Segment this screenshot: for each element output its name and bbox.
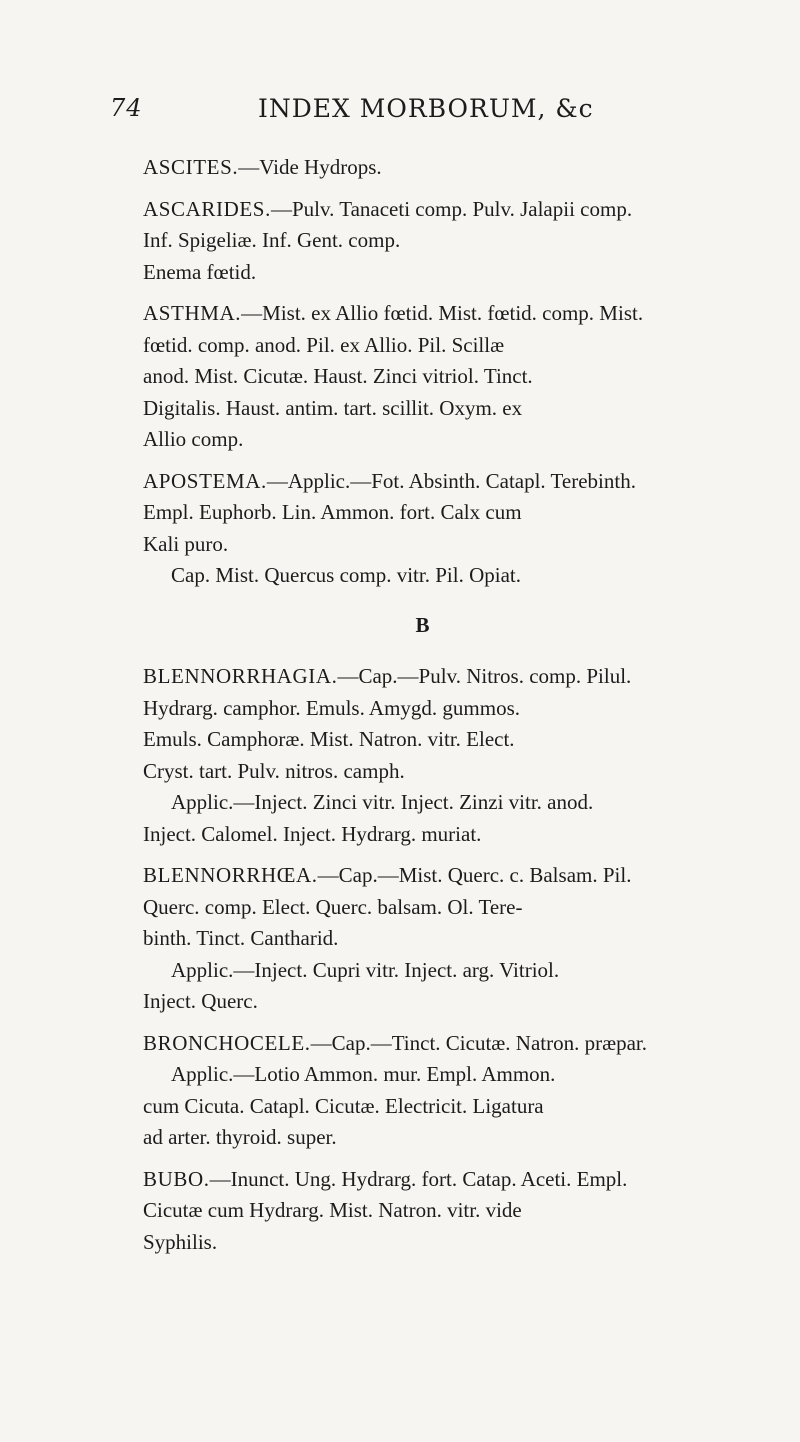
entry-line: Querc. comp. Elect. Querc. balsam. Ol. Tere- [143, 894, 523, 919]
entry-line: Cicutæ cum Hydrarg. Mist. Natron. vitr. vide [143, 1198, 522, 1222]
entry-ascites [143, 152, 783, 184]
entry-line: Allio comp. [143, 427, 244, 451]
entry-line: cum Cicuta. Catapl. Cicutæ. Electricit. Ligatura [143, 1093, 544, 1118]
entry-line: Cap. Mist. Quercus comp. vitr. Pil. Opiat. [171, 563, 521, 587]
page-header [110, 94, 760, 134]
entry-line: fœtid. comp. anod. Pil. ex Allio. Pil. Scillæ [143, 332, 505, 357]
entry-line: binth. Tinct. Cantharid. [143, 926, 339, 950]
entry-line: Digitalis. Haust. antim. tart. scillit. Oxym. ex [143, 395, 523, 420]
entry-line: Applic.—Inject. Zinci vitr. Inject. Zinzi vitr. anod. [171, 790, 594, 814]
entry-line: Inject. Calomel. Inject. Hydrarg. muriat. [143, 821, 482, 846]
entry-text: —Vide Hydrops. [238, 155, 382, 179]
entry-text: —Applic.—Fot. Absinth. Catapl. Terebinth. [266, 468, 636, 493]
entry-line: Syphilis. [143, 1229, 218, 1254]
index-entries [143, 152, 783, 1268]
entry-term: ASTHMA. [143, 301, 242, 325]
entry-blennorrhagia [143, 661, 783, 850]
entry-term: ASCARIDES. [143, 196, 271, 221]
entry-text: —Cap.—Pulv. Nitros. comp. Pilul. [337, 664, 632, 688]
entry-line: Enema fœtid. [143, 259, 257, 284]
entry-asthma [143, 298, 783, 456]
section-letter-b: B [415, 612, 431, 637]
entry-line: Cryst. tart. Pulv. nitros. camph. [143, 758, 405, 783]
entry-line: ad arter. thyroid. super. [143, 1125, 337, 1149]
entry-bronchocele [143, 1028, 783, 1154]
entry-bubo [143, 1164, 783, 1259]
entry-line: anod. Mist. Cicutæ. Haust. Zinci vitriol. Tinct. [143, 364, 533, 388]
entry-line: Inject. Querc. [143, 989, 258, 1013]
running-title: INDEX MORBORUM, &c [258, 94, 594, 123]
entry-line: Applic.—Inject. Cupri vitr. Inject. arg. Vitriol. [171, 957, 560, 982]
entry-line: Empl. Euphorb. Lin. Ammon. fort. Calx cum [143, 500, 522, 524]
page-number: 74 [110, 94, 143, 122]
entry-blennorrhoea [143, 860, 783, 1018]
entry-term: APOSTEMA. [143, 468, 267, 493]
entry-text: —Pulv. Tanaceti comp. Pulv. Jalapii comp. [270, 196, 633, 221]
entry-text: —Mist. ex Allio fœtid. Mist. fœtid. comp. Mist. [241, 301, 644, 325]
entry-line: Kali puro. [143, 531, 229, 556]
entry-apostema [143, 466, 783, 592]
entry-line: Hydrarg. camphor. Emuls. Amygd. gummos. [143, 695, 521, 720]
entry-term: BRONCHOCELE. [143, 1030, 311, 1055]
entry-term: BLENNORRHŒA. [143, 863, 318, 887]
entry-term: BUBO. [143, 1166, 210, 1191]
entry-ascarides [143, 194, 783, 289]
entry-text: —Inunct. Ung. Hydrarg. fort. Catap. Aceti. Empl. [209, 1166, 628, 1191]
entry-line: Emuls. Camphoræ. Mist. Natron. vitr. Elect. [143, 727, 515, 751]
entry-text: —Cap.—Tinct. Cicutæ. Natron. præpar. [310, 1030, 648, 1055]
entry-text: —Cap.—Mist. Querc. c. Balsam. Pil. [317, 863, 632, 887]
entry-term: ASCITES. [143, 155, 239, 179]
entry-term: BLENNORRHAGIA. [143, 664, 338, 688]
entry-line: Applic.—Lotio Ammon. mur. Empl. Ammon. [171, 1062, 556, 1086]
entry-line: Inf. Spigeliæ. Inf. Gent. comp. [143, 228, 401, 252]
